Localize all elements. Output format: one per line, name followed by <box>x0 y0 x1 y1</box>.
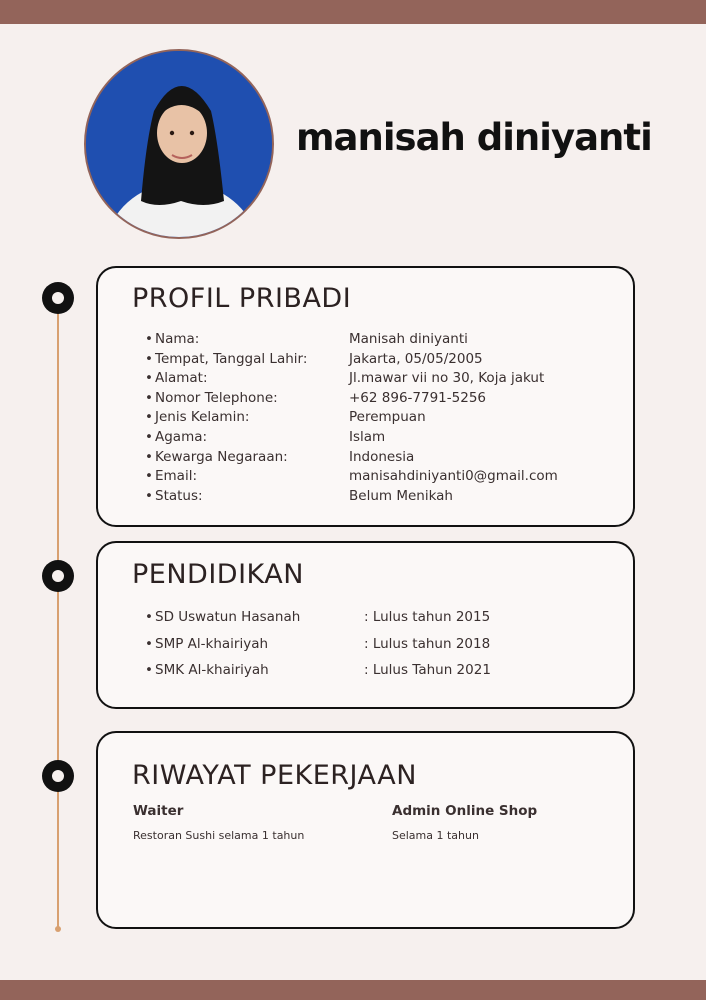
timeline-dot-pendidikan <box>42 560 74 592</box>
profil-value: Manisah diniyanti <box>349 331 468 347</box>
top-band <box>0 0 706 24</box>
school-name <box>145 609 300 625</box>
profil-label-text: Nama: <box>155 331 200 347</box>
bullet-icon: • <box>145 487 153 504</box>
graduation-year: : Lulus tahun 2015 <box>364 609 491 625</box>
profil-label-text: Tempat, Tanggal Lahir: <box>155 350 308 367</box>
bullet-icon: • <box>145 370 153 387</box>
job-description: Selama 1 tahun <box>392 829 479 842</box>
person-portrait-icon <box>86 51 274 239</box>
bullet-icon: • <box>145 350 153 367</box>
profil-label <box>145 331 199 347</box>
profil-label <box>145 390 278 406</box>
school-name-text: SMK Al-khairiyah <box>155 662 269 678</box>
profil-label <box>145 351 307 367</box>
profil-label-text: Kewarga Negaraan: <box>155 448 288 465</box>
graduation-year: : Lulus tahun 2018 <box>364 635 491 652</box>
profil-label-text: Agama: <box>155 429 208 445</box>
graduation-year: : Lulus Tahun 2021 <box>364 662 491 678</box>
profil-label <box>145 370 208 386</box>
profil-label <box>145 409 249 425</box>
school-name <box>145 636 268 652</box>
bullet-icon: • <box>145 448 153 465</box>
pekerjaan-heading: RIWAYAT PEKERJAAN <box>132 760 417 791</box>
profil-label-text: Email: <box>155 468 198 485</box>
bottom-band <box>0 980 706 1000</box>
school-name-text: SD Uswatun Hasanah <box>155 609 301 625</box>
profil-label-text: Status: <box>155 487 203 504</box>
bullet-icon: • <box>145 389 153 406</box>
profil-value: Jakarta, 05/05/2005 <box>349 350 483 367</box>
profil-label-text: Alamat: <box>155 370 208 387</box>
pekerjaan-card <box>96 731 635 929</box>
profil-label-text: Nomor Telephone: <box>155 389 278 406</box>
job-title: Waiter <box>133 803 184 819</box>
full-name: manisah diniyanti <box>296 116 652 159</box>
bullet-icon: • <box>145 662 153 678</box>
profil-label <box>145 488 203 504</box>
profil-heading: PROFIL PRIBADI <box>132 283 352 314</box>
profile-photo <box>84 49 274 239</box>
bullet-icon: • <box>145 609 153 625</box>
timeline-end <box>55 926 61 932</box>
profil-label <box>145 429 207 445</box>
profil-label <box>145 449 288 465</box>
profil-value: Indonesia <box>349 448 415 465</box>
profil-card <box>96 266 635 527</box>
bullet-icon: • <box>145 468 153 485</box>
bullet-icon: • <box>145 331 153 347</box>
pendidikan-heading: PENDIDIKAN <box>132 559 304 590</box>
profil-value: +62 896-7791-5256 <box>349 389 487 406</box>
school-name-text: SMP Al-khairiyah <box>155 635 269 652</box>
profil-value: manisahdiniyanti0@gmail.com <box>349 468 558 485</box>
bullet-icon: • <box>145 635 153 652</box>
profil-value: Islam <box>349 429 386 445</box>
school-name <box>145 662 269 678</box>
timeline-dot-profil <box>42 282 74 314</box>
bullet-icon: • <box>145 409 153 426</box>
profil-value: Belum Menikah <box>349 487 453 504</box>
timeline-dot-pekerjaan <box>42 760 74 792</box>
job-title: Admin Online Shop <box>392 803 538 819</box>
profil-label-text: Jenis Kelamin: <box>155 409 250 426</box>
bullet-icon: • <box>145 429 153 445</box>
profil-label <box>145 468 197 484</box>
timeline-line <box>57 298 59 930</box>
profil-value: Jl.mawar vii no 30, Koja jakut <box>349 370 545 387</box>
pendidikan-card <box>96 541 635 709</box>
profil-value: Perempuan <box>349 409 426 426</box>
job-description: Restoran Sushi selama 1 tahun <box>133 829 305 842</box>
